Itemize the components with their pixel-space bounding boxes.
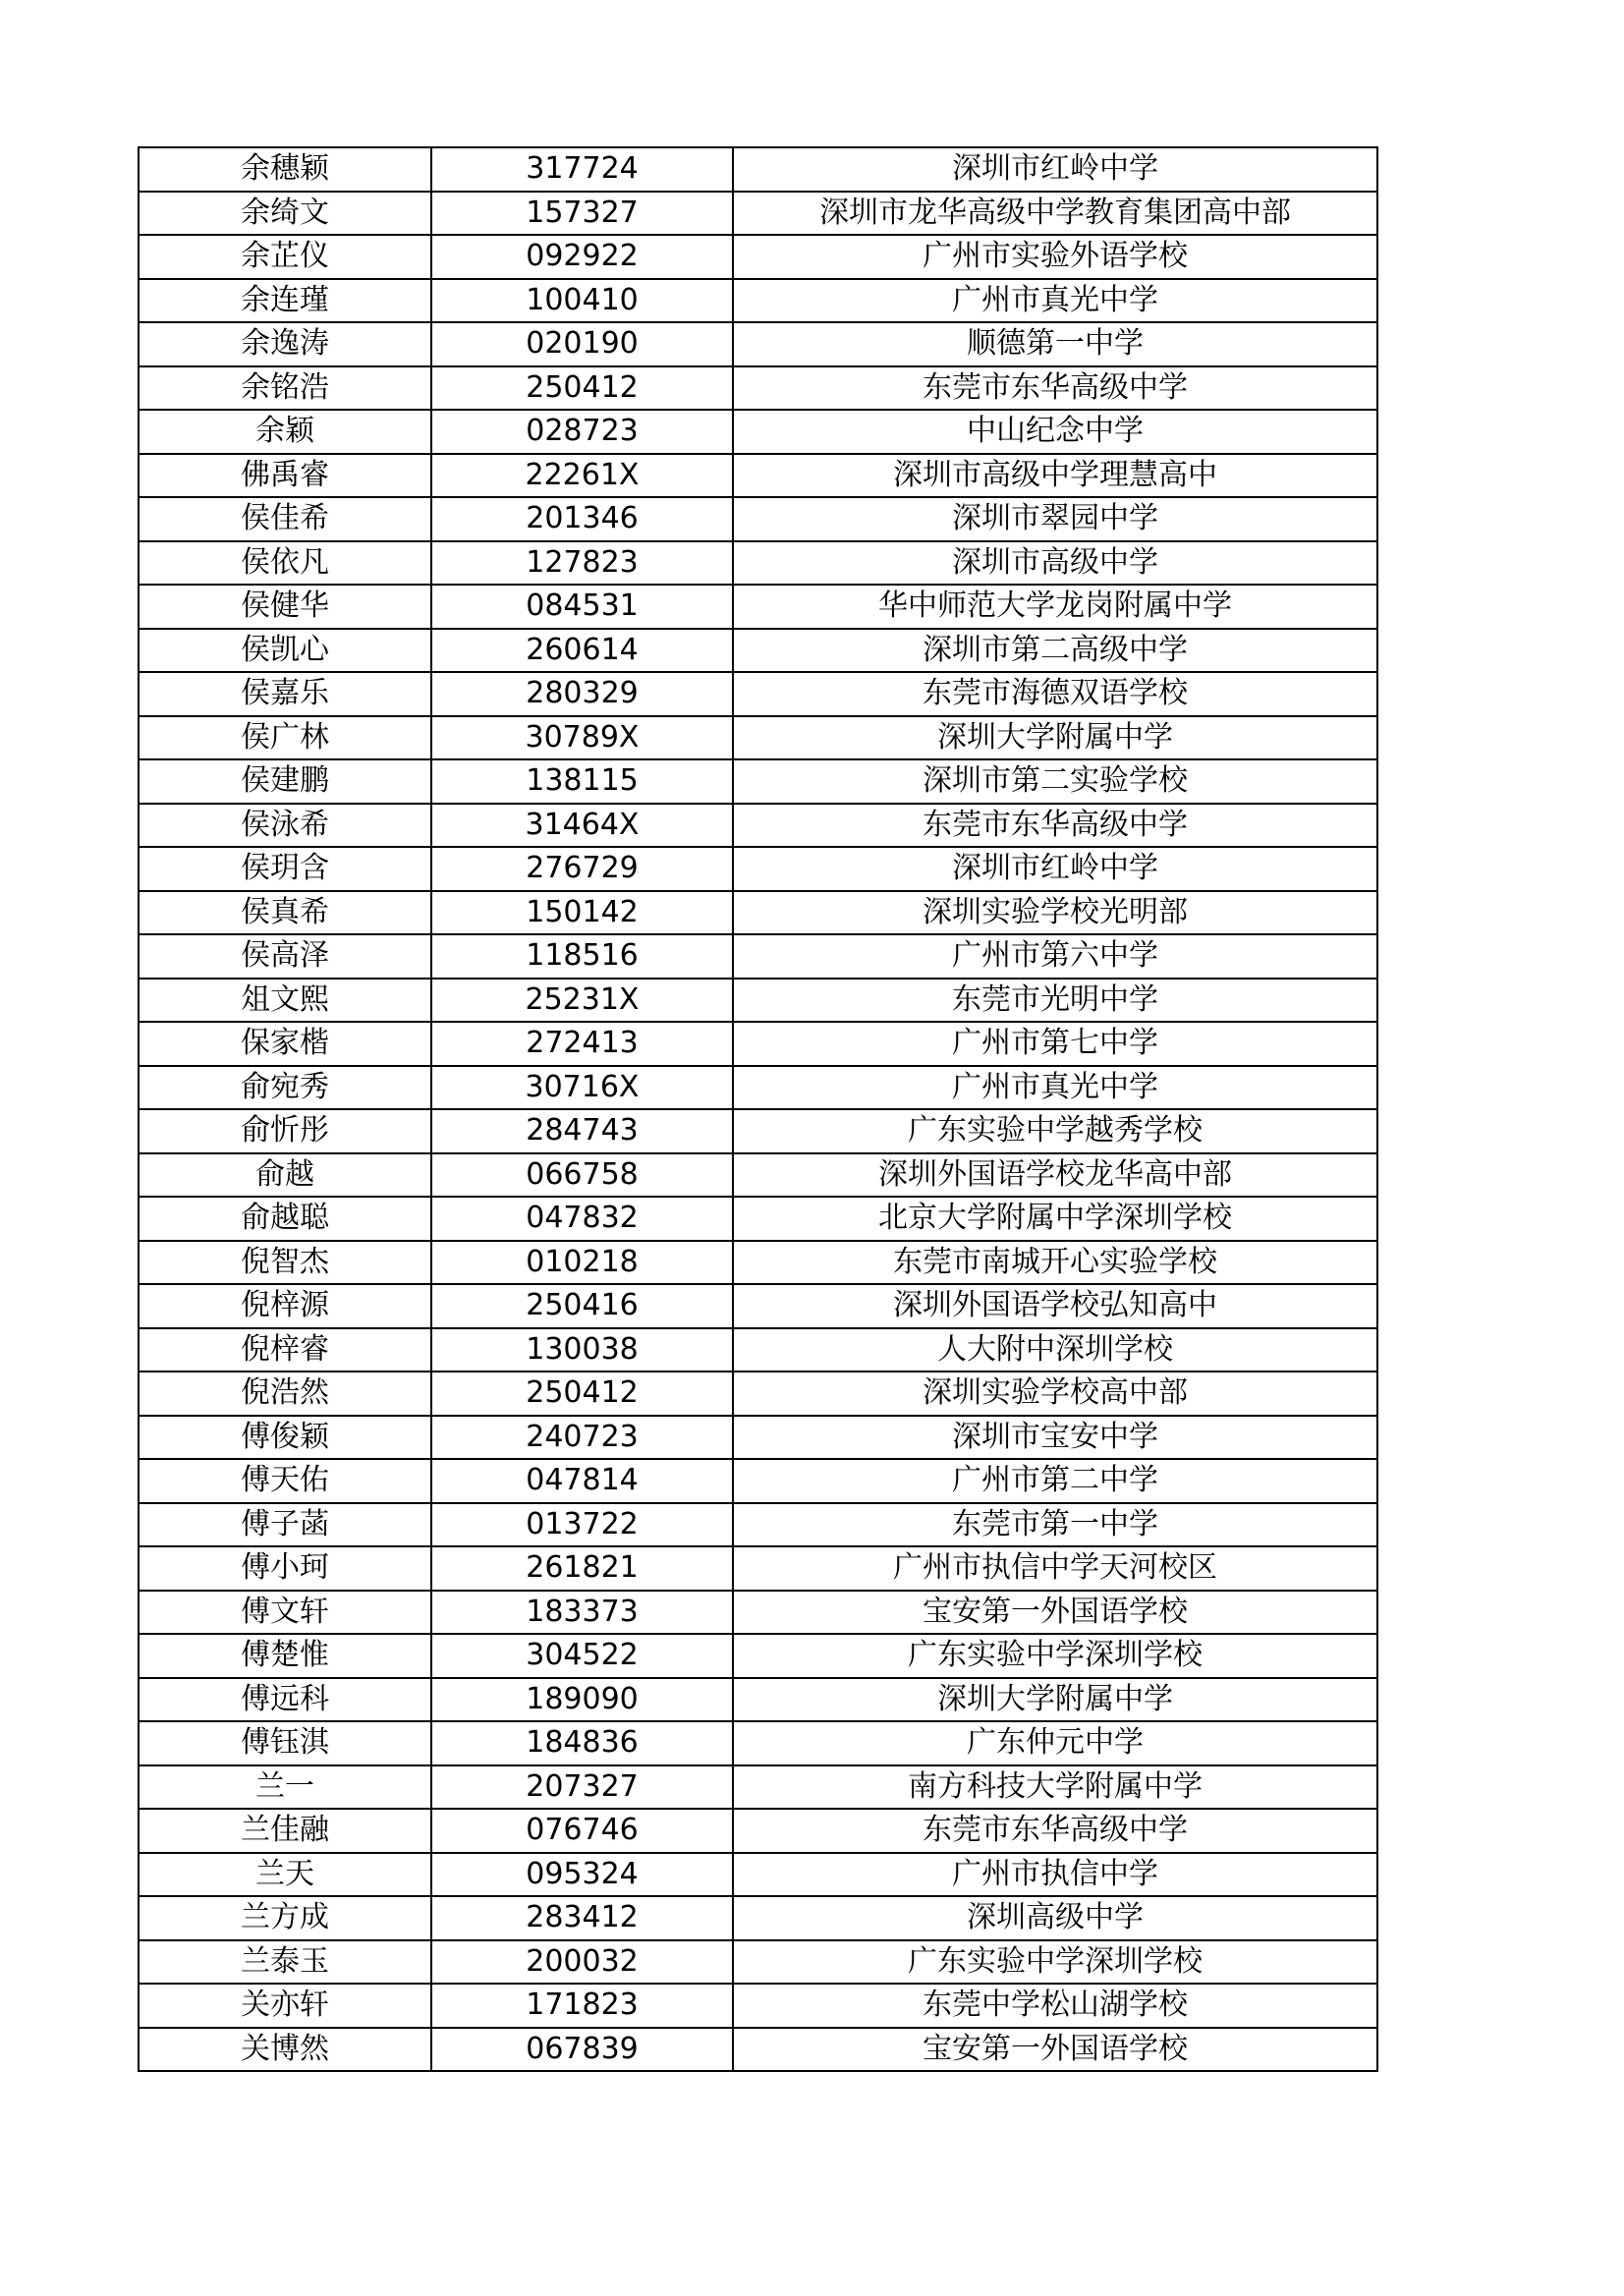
table-row [139, 1066, 1377, 1110]
school-name-cell: 广州市真光中学 [733, 279, 1377, 323]
table-row [139, 1459, 1377, 1503]
student-id-cell: 22261X [431, 454, 733, 498]
student-id-cell: 028723 [431, 410, 733, 454]
student-id-cell: 138115 [431, 759, 733, 804]
table-row [139, 759, 1377, 804]
student-name-cell: 侯真希 [139, 891, 431, 935]
school-name-cell: 东莞市第一中学 [733, 1503, 1377, 1547]
student-name-cell: 傅文轩 [139, 1591, 431, 1635]
student-name-cell: 傅子菡 [139, 1503, 431, 1547]
student-id-cell: 118516 [431, 934, 733, 979]
school-name-cell: 深圳外国语学校龙华高中部 [733, 1153, 1377, 1198]
student-id-cell: 100410 [431, 279, 733, 323]
school-name-cell: 深圳市第二实验学校 [733, 759, 1377, 804]
student-name-cell: 余芷仪 [139, 235, 431, 279]
student-name-cell: 侯玥含 [139, 847, 431, 891]
school-name-cell: 广州市第六中学 [733, 934, 1377, 979]
student-id-cell: 047814 [431, 1459, 733, 1503]
table-row [139, 147, 1377, 192]
table-row [139, 979, 1377, 1023]
table-row [139, 1984, 1377, 2028]
student-name-cell: 余穗颖 [139, 147, 431, 192]
school-name-cell: 深圳市高级中学理慧高中 [733, 454, 1377, 498]
school-name-cell: 东莞市海德双语学校 [733, 672, 1377, 716]
student-id-cell: 066758 [431, 1153, 733, 1198]
student-name-cell: 俞宛秀 [139, 1066, 431, 1110]
student-name-cell: 傅钰淇 [139, 1721, 431, 1765]
student-id-cell: 261821 [431, 1546, 733, 1591]
student-id-cell: 084531 [431, 585, 733, 629]
school-name-cell: 华中师范大学龙岗附属中学 [733, 585, 1377, 629]
student-id-cell: 130038 [431, 1328, 733, 1372]
table-row [139, 410, 1377, 454]
student-id-cell: 25231X [431, 979, 733, 1023]
table-row [139, 804, 1377, 848]
school-name-cell: 深圳市红岭中学 [733, 847, 1377, 891]
school-name-cell: 深圳市翠园中学 [733, 497, 1377, 541]
school-name-cell: 人大附中深圳学校 [733, 1328, 1377, 1372]
school-name-cell: 广州市执信中学 [733, 1853, 1377, 1897]
student-id-cell: 184836 [431, 1721, 733, 1765]
roster-table [138, 146, 1378, 2072]
table-row [139, 1809, 1377, 1853]
student-name-cell: 余逸涛 [139, 322, 431, 366]
student-name-cell: 保家楷 [139, 1022, 431, 1066]
table-row [139, 1109, 1377, 1153]
school-name-cell: 中山纪念中学 [733, 410, 1377, 454]
school-name-cell: 广东实验中学越秀学校 [733, 1109, 1377, 1153]
student-name-cell: 侯高泽 [139, 934, 431, 979]
table-row [139, 1328, 1377, 1372]
student-id-cell: 150142 [431, 891, 733, 935]
school-name-cell: 广州市第二中学 [733, 1459, 1377, 1503]
student-id-cell: 067839 [431, 2028, 733, 2072]
school-name-cell: 深圳实验学校高中部 [733, 1372, 1377, 1416]
student-name-cell: 倪梓源 [139, 1284, 431, 1328]
student-name-cell: 侯凯心 [139, 629, 431, 673]
student-name-cell: 侯佳希 [139, 497, 431, 541]
student-name-cell: 关亦轩 [139, 1984, 431, 2028]
student-id-cell: 076746 [431, 1809, 733, 1853]
table-row [139, 322, 1377, 366]
school-name-cell: 广州市第七中学 [733, 1022, 1377, 1066]
table-row [139, 891, 1377, 935]
student-id-cell: 30716X [431, 1066, 733, 1110]
student-name-cell: 余绮文 [139, 192, 431, 236]
table-row [139, 847, 1377, 891]
student-name-cell: 俞越聪 [139, 1197, 431, 1241]
student-name-cell: 侯嘉乐 [139, 672, 431, 716]
school-name-cell: 广州市真光中学 [733, 1066, 1377, 1110]
student-name-cell: 兰一 [139, 1765, 431, 1810]
student-name-cell: 余连瑾 [139, 279, 431, 323]
table-row [139, 1546, 1377, 1591]
student-name-cell: 俞忻彤 [139, 1109, 431, 1153]
table-row [139, 934, 1377, 979]
student-id-cell: 189090 [431, 1678, 733, 1722]
student-name-cell: 傅远科 [139, 1678, 431, 1722]
table-row [139, 1765, 1377, 1810]
student-name-cell: 傅俊颖 [139, 1416, 431, 1460]
roster-table-body [139, 147, 1377, 2071]
student-id-cell: 092922 [431, 235, 733, 279]
student-id-cell: 276729 [431, 847, 733, 891]
student-name-cell: 兰佳融 [139, 1809, 431, 1853]
school-name-cell: 东莞市东华高级中学 [733, 366, 1377, 411]
table-row [139, 1372, 1377, 1416]
table-row [139, 235, 1377, 279]
student-id-cell: 171823 [431, 1984, 733, 2028]
student-name-cell: 关博然 [139, 2028, 431, 2072]
table-row [139, 1634, 1377, 1678]
student-name-cell: 余铭浩 [139, 366, 431, 411]
student-id-cell: 201346 [431, 497, 733, 541]
table-row [139, 1591, 1377, 1635]
student-name-cell: 俎文熙 [139, 979, 431, 1023]
student-name-cell: 佛禹睿 [139, 454, 431, 498]
student-id-cell: 013722 [431, 1503, 733, 1547]
table-row [139, 192, 1377, 236]
table-row [139, 1241, 1377, 1285]
table-row [139, 1678, 1377, 1722]
school-name-cell: 深圳大学附属中学 [733, 1678, 1377, 1722]
table-row [139, 1197, 1377, 1241]
student-id-cell: 127823 [431, 541, 733, 586]
school-name-cell: 深圳外国语学校弘知高中 [733, 1284, 1377, 1328]
school-name-cell: 东莞市光明中学 [733, 979, 1377, 1023]
table-row [139, 541, 1377, 586]
student-name-cell: 傅小珂 [139, 1546, 431, 1591]
student-id-cell: 020190 [431, 322, 733, 366]
student-id-cell: 260614 [431, 629, 733, 673]
table-row [139, 1503, 1377, 1547]
student-id-cell: 280329 [431, 672, 733, 716]
student-name-cell: 侯依凡 [139, 541, 431, 586]
school-name-cell: 东莞中学松山湖学校 [733, 1984, 1377, 2028]
table-row [139, 672, 1377, 716]
school-name-cell: 深圳市红岭中学 [733, 147, 1377, 192]
school-name-cell: 东莞市东华高级中学 [733, 1809, 1377, 1853]
student-id-cell: 010218 [431, 1241, 733, 1285]
student-id-cell: 047832 [431, 1197, 733, 1241]
table-row [139, 629, 1377, 673]
student-name-cell: 俞越 [139, 1153, 431, 1198]
student-id-cell: 317724 [431, 147, 733, 192]
student-id-cell: 200032 [431, 1940, 733, 1985]
student-name-cell: 侯泳希 [139, 804, 431, 848]
school-name-cell: 深圳市龙华高级中学教育集团高中部 [733, 192, 1377, 236]
school-name-cell: 东莞市东华高级中学 [733, 804, 1377, 848]
table-row [139, 1896, 1377, 1940]
school-name-cell: 深圳市高级中学 [733, 541, 1377, 586]
school-name-cell: 深圳市第二高级中学 [733, 629, 1377, 673]
student-name-cell: 倪智杰 [139, 1241, 431, 1285]
student-id-cell: 250412 [431, 1372, 733, 1416]
student-id-cell: 283412 [431, 1896, 733, 1940]
student-id-cell: 183373 [431, 1591, 733, 1635]
student-name-cell: 傅楚惟 [139, 1634, 431, 1678]
school-name-cell: 广州市实验外语学校 [733, 235, 1377, 279]
student-name-cell: 倪梓睿 [139, 1328, 431, 1372]
student-id-cell: 240723 [431, 1416, 733, 1460]
student-id-cell: 095324 [431, 1853, 733, 1897]
student-name-cell: 余颖 [139, 410, 431, 454]
student-name-cell: 兰天 [139, 1853, 431, 1897]
student-name-cell: 侯广林 [139, 716, 431, 760]
school-name-cell: 宝安第一外国语学校 [733, 2028, 1377, 2072]
school-name-cell: 东莞市南城开心实验学校 [733, 1241, 1377, 1285]
student-name-cell: 侯建鹏 [139, 759, 431, 804]
roster-sheet [138, 146, 1378, 2072]
table-row [139, 1153, 1377, 1198]
student-id-cell: 284743 [431, 1109, 733, 1153]
table-row [139, 366, 1377, 411]
table-row [139, 1416, 1377, 1460]
table-row [139, 1940, 1377, 1985]
table-row [139, 279, 1377, 323]
student-name-cell: 傅天佑 [139, 1459, 431, 1503]
student-name-cell: 兰泰玉 [139, 1940, 431, 1985]
school-name-cell: 深圳高级中学 [733, 1896, 1377, 1940]
table-row [139, 2028, 1377, 2072]
student-id-cell: 207327 [431, 1765, 733, 1810]
school-name-cell: 广东实验中学深圳学校 [733, 1634, 1377, 1678]
student-id-cell: 250416 [431, 1284, 733, 1328]
school-name-cell: 北京大学附属中学深圳学校 [733, 1197, 1377, 1241]
school-name-cell: 深圳大学附属中学 [733, 716, 1377, 760]
school-name-cell: 深圳市宝安中学 [733, 1416, 1377, 1460]
table-row [139, 1721, 1377, 1765]
student-id-cell: 30789X [431, 716, 733, 760]
table-row [139, 585, 1377, 629]
student-name-cell: 兰方成 [139, 1896, 431, 1940]
student-id-cell: 250412 [431, 366, 733, 411]
student-id-cell: 31464X [431, 804, 733, 848]
school-name-cell: 广东实验中学深圳学校 [733, 1940, 1377, 1985]
student-name-cell: 侯健华 [139, 585, 431, 629]
school-name-cell: 广东仲元中学 [733, 1721, 1377, 1765]
table-row [139, 716, 1377, 760]
table-row [139, 1284, 1377, 1328]
table-row [139, 1853, 1377, 1897]
table-row [139, 1022, 1377, 1066]
school-name-cell: 顺德第一中学 [733, 322, 1377, 366]
student-id-cell: 272413 [431, 1022, 733, 1066]
student-id-cell: 304522 [431, 1634, 733, 1678]
table-row [139, 454, 1377, 498]
school-name-cell: 南方科技大学附属中学 [733, 1765, 1377, 1810]
school-name-cell: 宝安第一外国语学校 [733, 1591, 1377, 1635]
school-name-cell: 深圳实验学校光明部 [733, 891, 1377, 935]
school-name-cell: 广州市执信中学天河校区 [733, 1546, 1377, 1591]
student-name-cell: 倪浩然 [139, 1372, 431, 1416]
student-id-cell: 157327 [431, 192, 733, 236]
table-row [139, 497, 1377, 541]
